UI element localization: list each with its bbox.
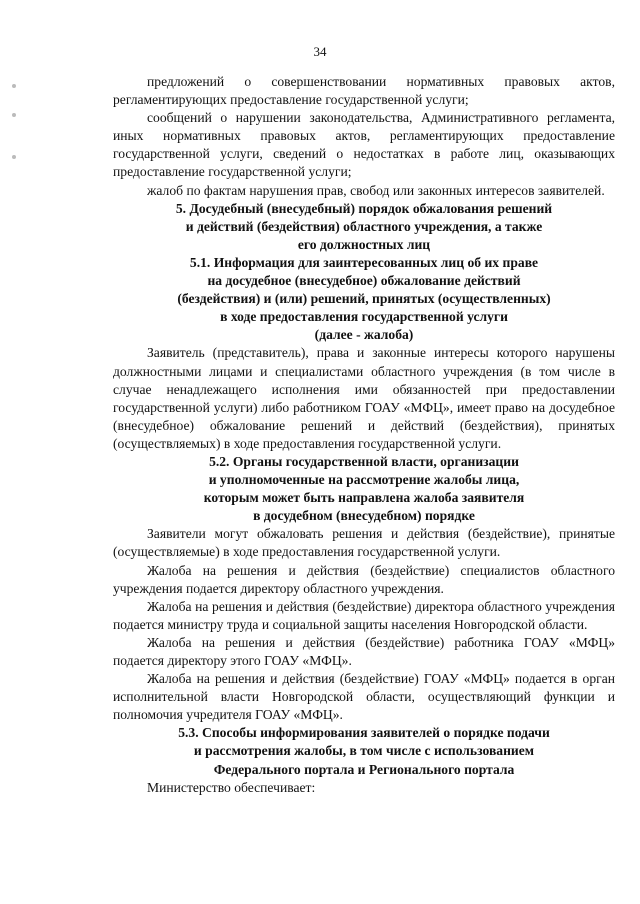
section-heading-line: которым может быть направлена жалоба заявителя xyxy=(203,490,525,506)
paragraph: Министерство обеспечивает: xyxy=(147,779,316,795)
section-heading-line: в досудебном (внесудебном) порядке xyxy=(253,508,475,524)
section-heading-line: и действий (бездействия) областного учреждения, а также xyxy=(185,218,543,234)
section-heading-line: 5.2. Органы государственной власти, организации xyxy=(209,453,519,469)
section-heading-line: Федерального портала и Регионального портала xyxy=(213,761,515,777)
paragraph: жалоб по фактам нарушения прав, свобод или законных интересов заявителей. xyxy=(147,182,605,198)
paragraph: предложений о совершенствовании нормативных правовых актов, регламентирующих предоставление государственной услуги; xyxy=(113,74,615,108)
section-heading xyxy=(113,724,615,778)
section-heading-line: и уполномоченные на рассмотрение жалобы лица, xyxy=(208,472,520,488)
section-heading xyxy=(113,254,615,344)
paragraph: Жалоба на решения и действия (бездействие) работника ГОАУ «МФЦ» подается директору этого ГОАУ «МФЦ». xyxy=(113,634,615,668)
paragraph: Жалоба на решения и действия (бездействие) ГОАУ «МФЦ» подается в орган исполнительной власти Новгородской области, осуществляющий функции и полномочия учредителя ГОАУ «МФЦ». xyxy=(113,671,615,723)
paragraph: Заявители могут обжаловать решения и действия (бездействие), принятые (осуществляемые) в ходе предоставления государственной услуги. xyxy=(113,526,615,560)
section-heading-line: 5.1. Информация для заинтересованных лиц об их праве xyxy=(189,254,539,270)
section-heading-line: 5.3. Способы информирования заявителей о порядке подачи xyxy=(178,725,550,741)
document-body xyxy=(113,73,615,797)
scan-margin-mark xyxy=(12,155,16,159)
paragraph: Жалоба на решения и действия (бездействие) директора областного учреждения подается министру труда и социальной защиты населения Новгородской области. xyxy=(113,598,615,632)
paragraph: Заявитель (представитель), права и законные интересы которого нарушены должностными лицами и специалистами областного учреждения (в том числе в случае ненадлежащего исполнения ими обязанностей при предоставлении государственной услуги) либо работником ГОАУ «МФЦ», имеет право на досудебное (внесудебное) обжалование решений и действий (бездействия), принятых (осуществляемых) в ходе предоставления государственной услуги. xyxy=(113,345,615,451)
section-heading-line: в ходе предоставления государственной услуги xyxy=(220,309,508,325)
section-heading xyxy=(113,453,615,525)
section-heading-line: (бездействия) и (или) решений, принятых (осуществленных) xyxy=(177,291,551,307)
paragraph: сообщений о нарушении законодательства, Административного регламента, иных нормативных правовых актов, регламентирующих предоставление государственной услуги, сведений о недостатках в работе лиц, оказывающих предоставление государственной услуги; xyxy=(113,110,615,180)
scan-margin-mark xyxy=(12,84,16,88)
section-heading-line: его должностных лиц xyxy=(297,236,431,252)
scan-margin-mark xyxy=(12,113,16,117)
section-heading xyxy=(113,200,615,254)
paragraph: Жалоба на решения и действия (бездействие) специалистов областного учреждения подается директору областного учреждения. xyxy=(113,562,615,596)
section-heading-line: 5. Досудебный (внесудебный) порядок обжалования решений xyxy=(175,200,553,216)
section-heading-line: (далее - жалоба) xyxy=(314,327,414,343)
page-number: 34 xyxy=(313,44,327,59)
section-heading-line: на досудебное (внесудебное) обжалование действий xyxy=(207,273,521,289)
section-heading-line: и рассмотрения жалобы, в том числе с использованием xyxy=(193,743,535,759)
